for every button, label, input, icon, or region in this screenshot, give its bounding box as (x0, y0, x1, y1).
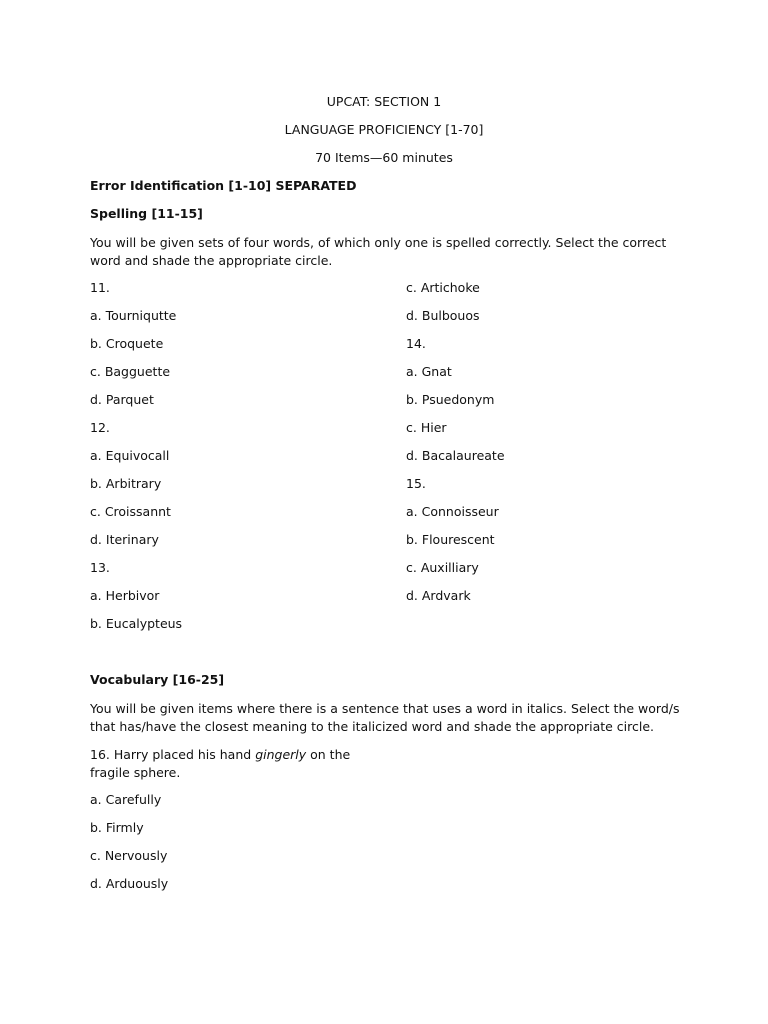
list-item: a. Gnat (406, 364, 452, 379)
list-item: c. Hier (406, 420, 447, 435)
list-item: 15. (406, 476, 426, 491)
list-item: 11. (90, 280, 110, 295)
list-item: a. Equivocall (90, 448, 170, 463)
question-16-italic-word: gingerly (255, 747, 307, 762)
list-item: b. Arbitrary (90, 476, 162, 491)
list-item: b. Psuedonym (406, 392, 495, 407)
list-item: a. Tourniqutte (90, 308, 177, 323)
list-item: c. Nervously (90, 848, 168, 863)
doc-meta: 70 Items—60 minutes (315, 150, 453, 165)
list-item: b. Firmly (90, 820, 144, 835)
list-item: c. Bagguette (90, 364, 171, 379)
list-item: b. Croquete (90, 336, 164, 351)
list-item: d. Bulbouos (406, 308, 480, 323)
question-16-prefix: 16. Harry placed his hand (90, 747, 256, 762)
list-item: 12. (90, 420, 110, 435)
list-item: 13. (90, 560, 110, 575)
list-item: a. Carefully (90, 792, 162, 807)
list-item: b. Flourescent (406, 532, 495, 547)
error-identification-heading: Error Identification [1-10] SEPARATED (90, 178, 357, 193)
list-item: 14. (406, 336, 426, 351)
spelling-instructions: You will be given sets of four words, of which only one is spelled correctly. Select the correct word and shade the appropriate circle. (90, 235, 667, 268)
list-item: a. Connoisseur (406, 504, 499, 519)
list-item: d. Bacalaureate (406, 448, 505, 463)
vocabulary-heading: Vocabulary [16-25] (90, 672, 225, 687)
list-item: c. Croissannt (90, 504, 171, 519)
list-item: c. Artichoke (406, 280, 480, 295)
list-item: d. Arduously (90, 876, 169, 891)
list-item: d. Parquet (90, 392, 154, 407)
vocabulary-instructions: You will be given items where there is a sentence that uses a word in italics. Select the word/s that has/have the closest meaning to the italicized word and shade the appropriate circle. (90, 701, 680, 734)
question-16-suffix: on the fragile sphere. (90, 747, 351, 780)
spelling-heading: Spelling [11-15] (90, 206, 203, 221)
list-item: a. Herbivor (90, 588, 160, 603)
list-item: d. Iterinary (90, 532, 159, 547)
list-item: d. Ardvark (406, 588, 471, 603)
doc-subtitle: LANGUAGE PROFICIENCY [1-70] (284, 122, 484, 137)
doc-title: UPCAT: SECTION 1 (326, 94, 442, 109)
list-item: b. Eucalypteus (90, 616, 183, 631)
question-16 (90, 746, 360, 782)
list-item: c. Auxilliary (406, 560, 479, 575)
